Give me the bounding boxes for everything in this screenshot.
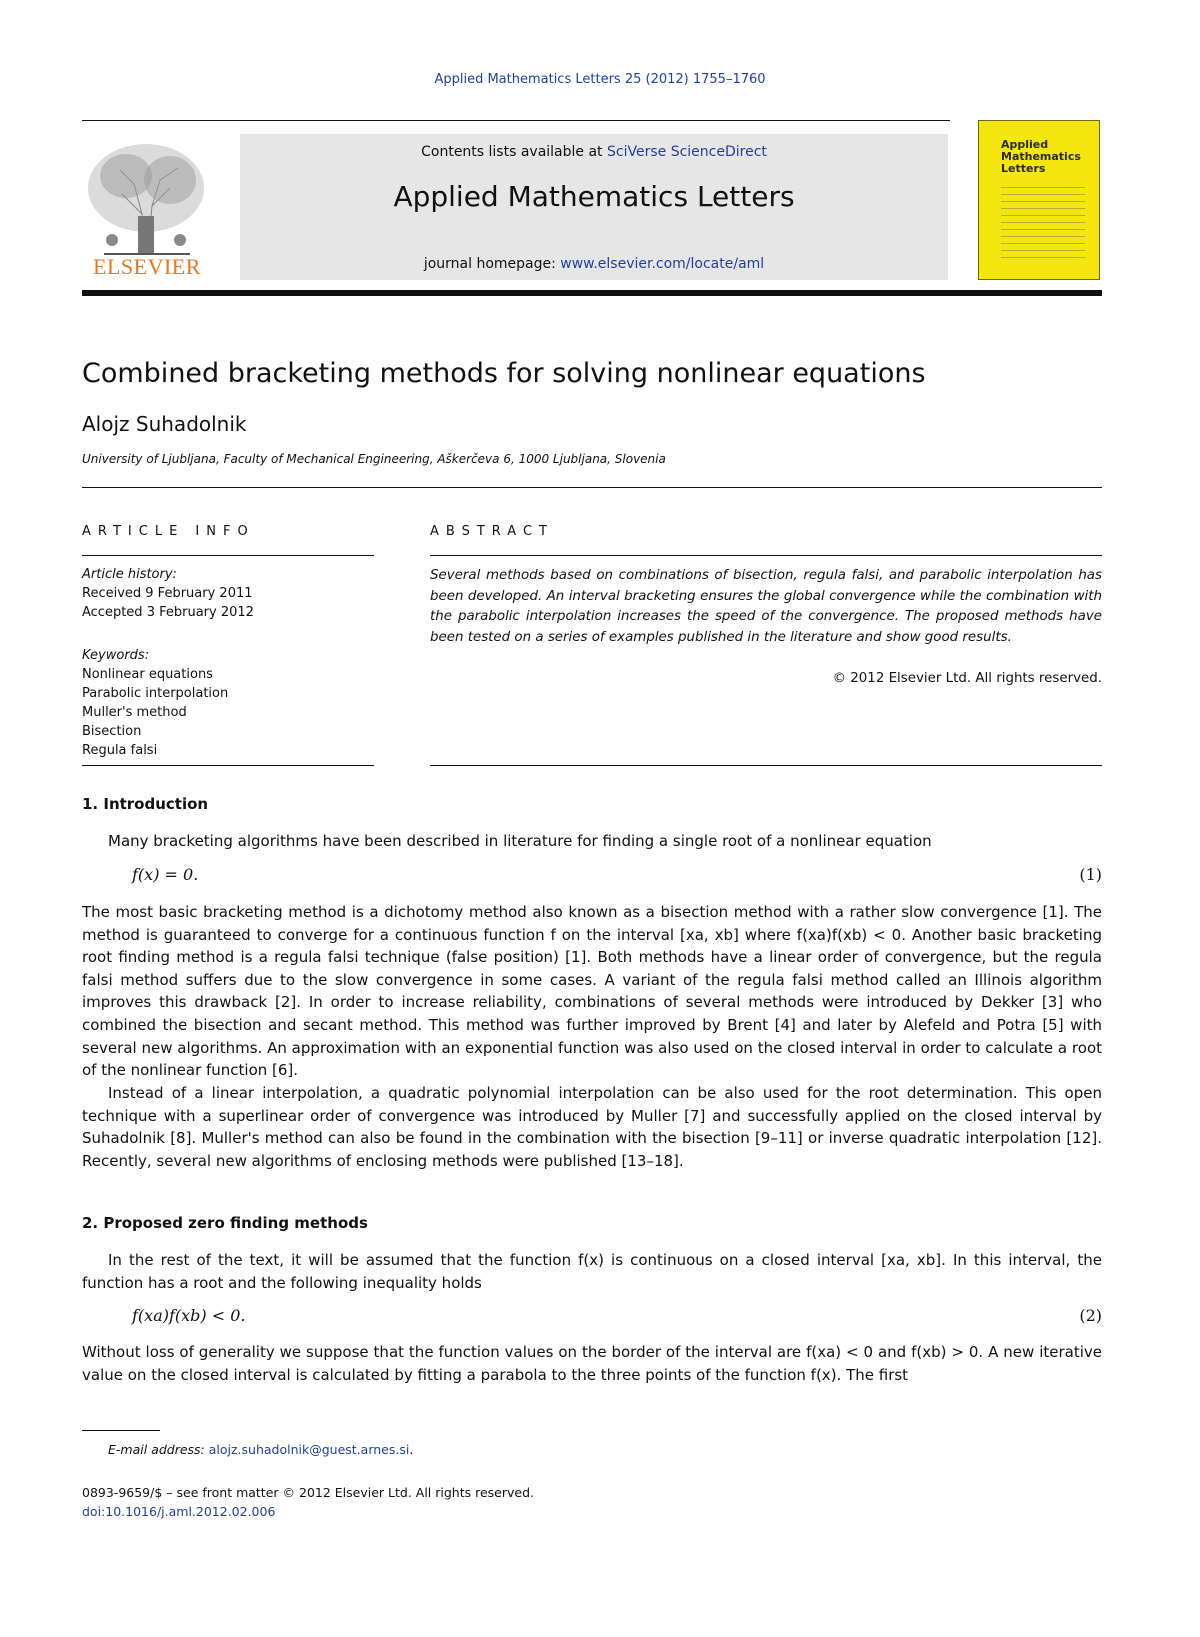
sciencedirect-link[interactable]: SciVerse ScienceDirect <box>607 144 767 160</box>
article-info-heading: ARTICLE INFO <box>82 524 255 539</box>
abstract-rule-top <box>430 555 1102 556</box>
info-rule-top <box>82 555 374 556</box>
equation-1: f(x) = 0. <box>132 865 199 884</box>
author-email-link[interactable]: alojz.suhadolnik@guest.arnes.si <box>208 1442 410 1457</box>
cover-contents-lines <box>1001 181 1085 261</box>
email-suffix: . <box>409 1442 414 1457</box>
keyword: Nonlinear equations <box>82 667 213 682</box>
homepage-prefix: journal homepage: <box>423 256 561 272</box>
issn-line: 0893-9659/$ – see front matter © 2012 Elsevier Ltd. All rights reserved. <box>82 1485 534 1500</box>
article-history <box>82 565 254 622</box>
header-thick-rule <box>82 290 1102 296</box>
contents-prefix: Contents lists available at <box>421 144 607 160</box>
keyword: Bisection <box>82 724 142 739</box>
abstract-text: Several methods based on combinations of bisection, regula falsi, and parabolic interpolation has been developed. An interval bracketing ensures the global convergence while the combination with the parabolic interpolation increases the speed of the convergence. The proposed methods have been tested on a series of examples published in the literature and show good results. <box>430 568 1102 645</box>
intro-paragraph-1: Many bracketing algorithms have been described in literature for finding a single root of a nonlinear equation <box>108 832 932 850</box>
sec2-paragraph-2: Without loss of generality we suppose that the function values on the border of the interval are f(xa) < 0 and f(xb) > 0. A new iterative value on the closed interval is calculated by fitting a parabola to the three points of the function f(x). The first <box>82 1343 1102 1384</box>
author-name: Alojz Suhadolnik <box>82 412 247 436</box>
email-footnote <box>108 1442 413 1457</box>
abstract-heading: ABSTRACT <box>430 524 554 539</box>
contents-line <box>240 144 948 160</box>
homepage-line <box>240 256 948 272</box>
equation-1-number: (1) <box>1079 865 1102 884</box>
sec2-paragraph-1: In the rest of the text, it will be assumed that the function f(x) is continuous on a closed interval [xa, xb]. In this interval, the function has a root and the following inequality holds <box>82 1251 1102 1292</box>
history-label: Article history: <box>82 567 177 582</box>
info-rule-bottom <box>82 765 374 766</box>
journal-citation[interactable]: Applied Mathematics Letters 25 (2012) 1755–1760 <box>434 72 766 87</box>
journal-homepage-link[interactable]: www.elsevier.com/locate/aml <box>560 256 765 272</box>
section-heading-introduction: 1. Introduction <box>82 795 209 813</box>
keywords-label: Keywords: <box>82 648 150 663</box>
keyword: Parabolic interpolation <box>82 686 229 701</box>
section-divider <box>82 487 1102 488</box>
intro-paragraph-2: The most basic bracketing method is a dichotomy method also known as a bisection method with a rather slow convergence [1]. The method is guaranteed to converge for a continuous function f on the interval [xa, xb] where f(xa)f(xb) < 0. Another basic bracketing root finding method is a regula falsi technique (false position) [1]. Both methods have a linear order of convergence, but the regula falsi method suffers due to the slow convergence in some cases. A variant of the regula falsi method called an Illinois algorithm improves this drawback [2]. In order to increase reliability, combinations of several methods were introduced by Dekker [3] who combined the bisection and secant method. This method was further improved by Brent [4] and later by Alefeld and Potra [5] with several new algorithms. An approximation with an exponential function was also used on the closed interval in order to calculate a root of the nonlinear function [6]. <box>82 903 1102 1080</box>
header-rule <box>82 120 950 121</box>
abstract-copyright: © 2012 Elsevier Ltd. All rights reserved. <box>832 671 1102 686</box>
journal-banner <box>240 134 948 280</box>
intro-paragraph-3: Instead of a linear interpolation, a quadratic polynomial interpolation can be also used for the root determination. This open technique with a superlinear order of convergence was introduced by Muller [7] and successfully applied on the closed interval by Suhadolnik [8]. Muller's method can also be found in the combination with the bisection [9–11] or inverse quadratic interpolation [12]. Recently, several new algorithms of enclosing methods were published [13–18]. <box>82 1084 1102 1170</box>
accepted-date: Accepted 3 February 2012 <box>82 605 254 620</box>
keyword: Muller's method <box>82 705 187 720</box>
equation-2: f(xa)f(xb) < 0. <box>132 1306 246 1325</box>
journal-cover-thumbnail <box>978 120 1100 280</box>
journal-title: Applied Mathematics Letters <box>393 180 795 213</box>
cover-title: Applied Mathematics Letters <box>1001 138 1081 175</box>
doi-link[interactable]: doi:10.1016/j.aml.2012.02.006 <box>82 1504 276 1519</box>
received-date: Received 9 February 2011 <box>82 586 253 601</box>
section-heading-proposed-methods: 2. Proposed zero finding methods <box>82 1214 368 1232</box>
elsevier-wordmark: ELSEVIER <box>93 254 201 279</box>
email-label: E-mail address: <box>108 1442 209 1457</box>
keywords-block <box>82 646 228 760</box>
footnote-rule <box>82 1430 160 1431</box>
equation-2-number: (2) <box>1079 1306 1102 1325</box>
keyword: Regula falsi <box>82 743 158 758</box>
article-title: Combined bracketing methods for solving nonlinear equations <box>82 358 926 389</box>
author-affiliation: University of Ljubljana, Faculty of Mechanical Engineering, Aškerčeva 6, 1000 Ljubljana, Slovenia <box>82 452 666 466</box>
front-matter <box>82 1483 534 1521</box>
abstract-rule-bottom <box>430 765 1102 766</box>
